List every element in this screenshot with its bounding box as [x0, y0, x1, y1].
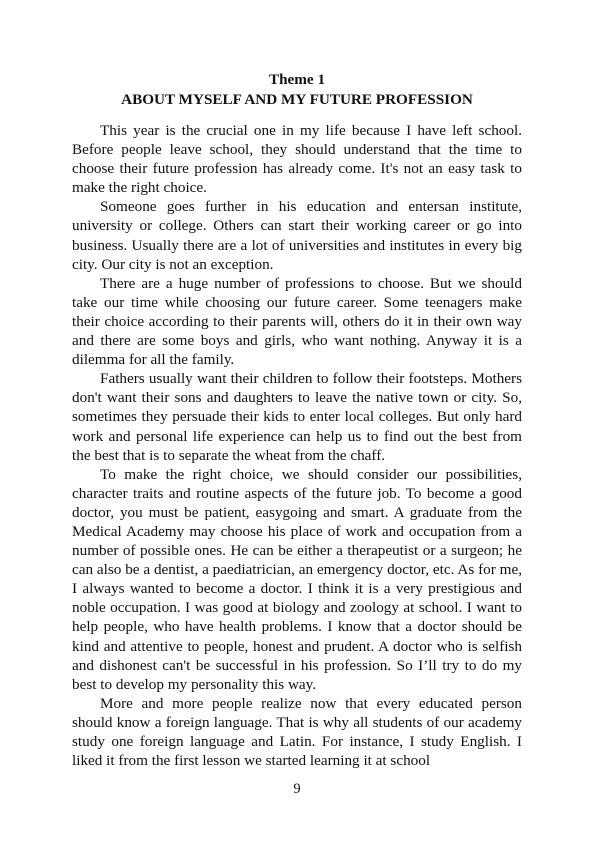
- title-block: [72, 70, 522, 110]
- paragraph: More and more people realize now that every educated person should know a foreign language. That is why all students of our academy study one foreign language and Latin. For instance, I study English. I liked it from the first lesson we started learning it at school: [72, 694, 522, 770]
- page-number: 9: [293, 781, 301, 797]
- paragraph: To make the right choice, we should consider our possibilities, character traits and routine aspects of the future job. To become a good doctor, you must be patient, easygoing and smart. A graduate from the Medical Academy may choose his place of work and occupation from a number of possible ones. He can be either a therapeutist or a surgeon; he can also be a dentist, a paediatrician, an emergency doctor, etc. As for me, I always wanted to become a doctor. I think it is a very prestigious and noble occupation. I was good at biology and zoology at school. I want to help people, who have health problems. I know that a doctor should be kind and attentive to people, honest and prudent. A doctor who is selfish and dishonest can't be successful in his profession. So I’ll try to do my best to develop my personality this way.: [72, 465, 522, 693]
- page-title: ABOUT MYSELF AND MY FUTURE PROFESSION: [121, 91, 473, 108]
- paragraph: Fathers usually want their children to follow their footsteps. Mothers don't want their sons and daughters to leave the native town or city. So, sometimes they persuade their kids to enter local colleges. But only hard work and personal life experience can help us to find out the best from the best that is to separate the wheat from the chaff.: [72, 370, 522, 464]
- paragraph: There are a huge number of professions to choose. But we should take our time while choosing our future career. Some teenagers make their choice according to their parents will, others do it in their own way and there are some boys and girls, who want nothing. Anyway it is a dilemma for all the family.: [72, 274, 522, 369]
- document-page: [72, 70, 522, 770]
- theme-label: Theme 1: [268, 71, 326, 88]
- paragraph: Someone goes further in his education and entersan institute, university or college. Others can start their working career or go into business. Usually there are a lot of universities and institutes in every big city. Our city is not an exception.: [72, 198, 522, 273]
- paragraph: This year is the crucial one in my life because I have left school. Before people leave school, they should understand that the time to choose their future profession has already come. It's not an easy task to make the right choice.: [72, 122, 522, 197]
- body-text: [72, 121, 522, 770]
